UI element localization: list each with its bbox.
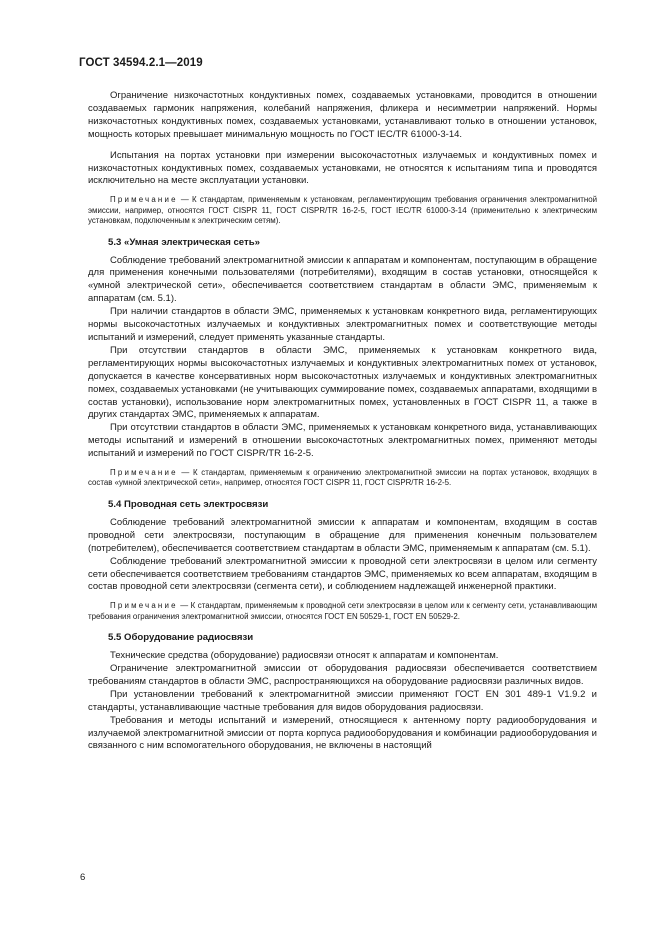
section-heading: 5.4 Проводная сеть электросвязи [108,498,269,510]
note [88,195,597,226]
document-header: ГОСТ 34594.2.1—2019 [79,57,203,69]
note-text: — К стандартам, применяемым к установкам, регламентирующим требования ограничения электромагнитной эмиссии, например, относятся ГОСТ CISPR 11, ГОСТ CISPR/TR 16-2-5, ГОСТ IEC/TR 61000-3-14 (применительно к электрическим установкам, подключенным к электрическим сетям). [88,195,597,226]
paragraph: Соблюдение требований электромагнитной эмиссии к аппаратам и компонентам, входящим в состав проводной сети электросвязи, поступающим в обращение для применения конечным пользователем (потребителем), обеспечивается соответствием стандартам в области ЭМС, применяемым к аппаратам (см. 5.1). [88,516,597,554]
paragraph: При отсутствии стандартов в области ЭМС, применяемых к установкам конкретного вида, регламентирующих нормы высокочастотных излучаемых и кондуктивных электромагнитных помех от установок, допускается в качестве консервативных норм высокочастотных излучаемых и кондуктивных электромагнитных помех, создаваемых установками (не учитывающих суммирование помех, создаваемых аппаратами, входящими в состав установки), использование норм электромагнитных помех, установленных в ГОСТ CISPR 11, а также в других стандартах ЭМС, применяемых к аппаратам. [88,344,597,421]
section-heading: 5.5 Оборудование радиосвязи [108,632,254,644]
paragraph: Соблюдение требований электромагнитной эмиссии к аппаратам и компонентам, поступающим в обращение для применения конечными пользователями (потребителями), входящим в состав установки, относящейся к «умной электрической сети», обеспечивается соответствием стандартам в области ЭМС, применяемым к аппаратам (см. 5.1). [88,254,597,305]
paragraph: Ограничение электромагнитной эмиссии от оборудования радиосвязи обеспечивается соответствием требованиям стандартов в области ЭМС, распространяющихся на оборудование радиосвязи различных видов. [88,663,597,687]
page-number: 6 [80,872,86,883]
paragraph: Соблюдение требований электромагнитной эмиссии к проводной сети электросвязи в целом или сегменту сети обеспечивается соответствием требованиям стандартов ЭМС, применяемых ко всем аппаратам, входящим в состав проводной сети электросвязи (сегмента сети), и соблюдением надлежащей инженерной практики. [88,555,597,593]
paragraph: При наличии стандартов в области ЭМС, применяемых к установкам конкретного вида, регламентирующих нормы высокочастотных излучаемых и кондуктивных электромагнитных помех и соответствующие методы испытаний и измерений, следует применять указанные стандарты. [88,306,597,343]
paragraph: Испытания на портах установки при измерении высокочастотных излучаемых и кондуктивных помех и низкочастотных кондуктивных помех, создаваемых установками, не относятся к испытаниям типа и проводятся исключительно на месте эксплуатации установки. [88,149,597,187]
paragraph: Требования и методы испытаний и измерений, относящиеся к антенному порту радиооборудования и излучаемой электромагнитной эмиссии от порта корпуса радиооборудования и комбинации радиооборудования и связанного с ним вспомогательного оборудования, не включены в настоящий [88,714,597,752]
note-label: Примечание [110,601,178,611]
paragraph: При отсутствии стандартов в области ЭМС, применяемых к установкам конкретного вида, устанавливающих методы испытаний и измерений в отношении высокочастотных электромагнитных помех, применяют методы испытаний и измерений по ГОСТ CISPR/TR 16-2-5. [88,422,597,460]
document-body [88,90,597,753]
paragraph: Технические средства (оборудование) радиосвязи относят к аппаратам и компонентам. [110,650,499,662]
note [88,601,597,622]
note-label: Примечание [110,468,178,478]
paragraph: Ограничение низкочастотных кондуктивных помех, создаваемых установками, проводится в отношении создаваемых гармоник напряжения, колебаний напряжения, фликера и несимметрии напряжений. Нормы низкочастотных кондуктивных помех, создаваемых установками, устанавливают только в отношении установок, мощность которых превышает минимальную мощность по ГОСТ IEC/TR 61000-3-14. [88,90,597,140]
note [88,468,597,489]
section-heading: 5.3 «Умная электрическая сеть» [108,236,260,248]
note-text: — К стандартам, применяемым к ограничению электромагнитной эмиссии на портах установок, входящих в состав «умной электрической сети», например, относятся ГОСТ CISPR 11, ГОСТ CISPR/TR 16-2-5. [88,468,597,488]
paragraph: При установлении требований к электромагнитной эмиссии применяют ГОСТ EN 301 489-1 V1.9.2 и стандарты, устанавливающие частные требования для видов оборудования радиосвязи. [88,688,597,713]
note-text: — К стандартам, применяемым к проводной сети электросвязи в целом или к сегменту сети, устанавливающим требования ограничения электромагнитной эмиссии, относятся ГОСТ EN 50529-1, ГОСТ EN 50529-2. [88,601,597,621]
note-label: Примечание [110,195,178,205]
